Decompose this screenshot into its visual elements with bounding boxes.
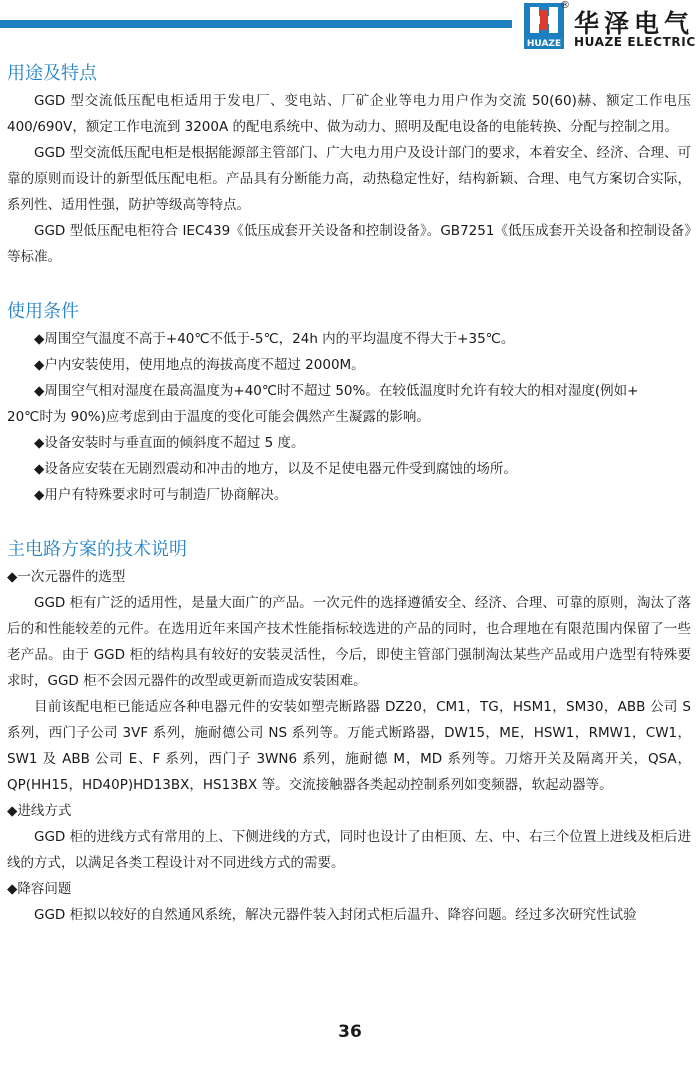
paragraph: 目前该配电柜已能适应各种电器元件的安装如塑壳断路器 DZ20，CM1，TG，HSM1，SM30，ABB 公司 S 系列，西门子公司 3VF 系列，施耐德公司 NS 系列等。万能式断路器，DW15，ME，HSW1，RMW1，CW1，SW1 及 ABB 公司 E、F 系列，西门子 3WN6 系列，施耐德 M，MD 系列等。刀熔开关及隔离开关，QSA，QP(HH15，HD40P)HD13BX，HS13BX 等。交流接触器各类起动控制系列如变频器，软起动器等。 <box>7 699 691 793</box>
subheading-incoming-line: ◆进线方式 <box>7 803 72 819</box>
bullet-item: ◆周围空气相对湿度在最高温度为+40℃时不超过 50%。在较低温度时允许有较大的相对湿度(例如+ <box>34 383 639 399</box>
header-accent-bar <box>0 20 512 28</box>
page-number: 36 <box>338 1022 362 1042</box>
paragraph: GGD 柜有广泛的适用性，是量大面广的产品。一次元件的选择遵循安全、经济、合理、可靠的原则，淘汰了落后的和性能较差的元件。在选用近年来国产技术性能指标较选进的产品的同时，也合理地在有限范围内保留了一些老产品。由于 GGD 柜的结构具有较好的安装灵活性，今后，即使主管部门强制淘汰某些产品或用户选型有特殊要求时，GGD 柜不会因元器件的改型或更新而造成安装困难。 <box>7 595 691 689</box>
bullet-item: ◆设备安装时与垂直面的倾斜度不超过 5 度。 <box>34 435 305 451</box>
bullet-item: ◆周围空气温度不高于+40℃不低于-5℃，24h 内的平均温度不得大于+35℃。 <box>34 331 515 347</box>
paragraph: GGD 型交流低压配电柜是根据能源部主管部门、广大电力用户及设计部门的要求，本着安全、经济、合理、可靠的原则而设计的新型低压配电柜。产品具有分断能力高，动热稳定性好，结构新颖、合理、电气方案切合实际，系列性、适用性强，防护等级高等特点。 <box>7 145 691 213</box>
subheading-derating: ◆降容问题 <box>7 881 72 897</box>
bullet-item-continued: 20℃时为 90%)应考虑到由于温度的变化可能会偶然产生凝露的影响。 <box>7 409 430 425</box>
bullet-item: ◆设备应安装在无剧烈震动和冲击的地方，以及不足使电器元件受到腐蚀的场所。 <box>34 461 517 477</box>
registered-mark: ® <box>560 0 570 11</box>
document-body <box>7 60 691 928</box>
brand-name-cn: 华泽电气 <box>574 9 695 38</box>
paragraph: GGD 柜的进线方式有常用的上、下侧进线的方式，同时也设计了由柜顶、左、中、右三个位置上进线及柜后进线的方式，以满足各类工程设计对不同进线方式的需要。 <box>7 829 691 871</box>
section-title-main-circuit: 主电路方案的技术说明 <box>7 539 187 560</box>
huaze-logo-icon <box>524 3 564 49</box>
bullet-item: ◆户内安装使用，使用地点的海拔高度不超过 2000M。 <box>34 357 365 373</box>
logo-text: HUAZE <box>526 39 562 49</box>
section-title-usage: 用途及特点 <box>7 63 97 84</box>
paragraph: GGD 型交流低压配电柜适用于发电厂、变电站、厂矿企业等电力用户作为交流 50(60)赫、额定工作电压 400/690V，额定工作电流到 3200A 的配电系统中、做为动力、照明及配电设备的电能转换、分配与控制之用。 <box>7 93 691 135</box>
brand-name-en: HUAZE ELECTRIC <box>574 35 696 49</box>
bullet-item: ◆用户有特殊要求时可与制造厂协商解决。 <box>34 487 288 503</box>
paragraph: GGD 柜拟以较好的自然通风系统，解决元器件装入封闭式柜后温升、降容问题。经过多次研究性试验 <box>34 907 637 923</box>
subheading-component-selection: ◆一次元器件的选型 <box>7 569 126 585</box>
paragraph: GGD 型低压配电柜符合 IEC439《低压成套开关设备和控制设备》。GB7251《低压成套开关设备和控制设备》等标准。 <box>7 223 691 265</box>
section-title-conditions: 使用条件 <box>7 301 79 322</box>
